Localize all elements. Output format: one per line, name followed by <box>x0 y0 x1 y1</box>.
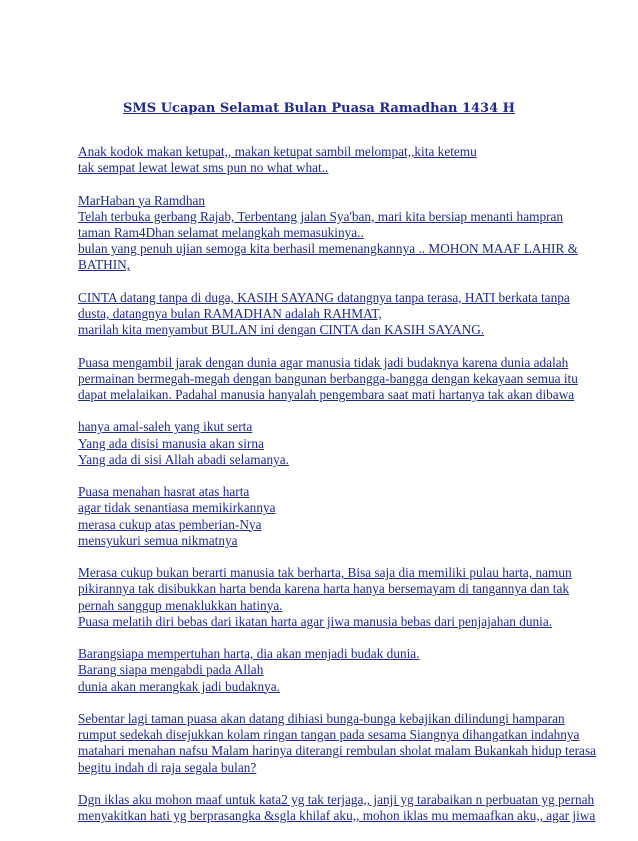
document-body <box>78 144 597 841</box>
text-line[interactable]: MarHaban ya Ramdhan <box>78 192 206 208</box>
text-line[interactable]: hanya amal-saleh yang ikut serta <box>78 419 253 435</box>
paragraph-8 <box>78 646 578 695</box>
text-line[interactable]: begitu indah di raja segala bulan? <box>78 759 257 775</box>
text-line[interactable]: Dgn iklas aku mohon maaf untuk kata2 yg tak terjaga,, janji yg tarabaikan n perbuatan yg pernah <box>78 791 595 807</box>
document-title[interactable]: SMS Ucapan Selamat Bulan Puasa Ramadhan 1434 H <box>123 101 515 116</box>
text-line[interactable]: Barang siapa mengabdi pada Allah <box>78 662 264 678</box>
paragraph-4 <box>78 355 578 404</box>
text-line[interactable]: Puasa melatih diri bebas dari ikatan harta agar jiwa manusia bebas dari penjajahan dunia. <box>78 613 553 629</box>
text-line[interactable]: tak sempat lewat lewat sms pun no what what.. <box>78 160 329 176</box>
text-line[interactable]: Puasa mengambil jarak dengan dunia agar manusia tidak jadi budaknya karena dunia adalah <box>78 354 569 370</box>
paragraph-1 <box>78 144 578 176</box>
paragraph-6 <box>78 484 578 549</box>
paragraph-3 <box>78 290 578 339</box>
text-line[interactable]: rumput sedekah disejukkan kolam ringan tangan pada sesama Siangnya dihangatkan indahnya <box>78 727 580 743</box>
paragraph-9 <box>78 710 597 776</box>
text-line[interactable]: mensyukuri semua nikmatnya <box>78 532 238 548</box>
text-line[interactable]: Telah terbuka gerbang Rajab, Terbentang jalan Sya'ban, mari kita bersiap menanti hampran <box>78 208 564 224</box>
paragraph-10 <box>78 791 596 824</box>
text-line[interactable]: dunia akan merangkak jadi budaknya. <box>78 678 280 694</box>
text-line[interactable]: bulan yang penuh ujian semoga kita berhasil memenangkannya .. MOHON MAAF LAHIR & <box>78 241 579 257</box>
paragraph-5 <box>78 419 578 468</box>
text-line[interactable]: CINTA datang tanpa di duga, KASIH SAYANG datangnya tanpa terasa, HATI berkata tanpa <box>78 289 570 305</box>
text-line[interactable]: dusta, datangnya bulan RAMADHAN adalah RAHMAT, <box>78 306 382 321</box>
text-line[interactable]: agar tidak senantiasa memikirkannya <box>78 500 276 516</box>
text-line[interactable]: marilah kita menyambut BULAN ini dengan CINTA dan KASIH SAYANG. <box>78 322 485 338</box>
text-line[interactable]: Anak kodok makan ketupat,, makan ketupat sambil melompat,,kita ketemu <box>78 144 477 159</box>
text-line[interactable]: Yang ada disisi manusia akan sirna <box>78 435 264 451</box>
text-line[interactable]: dapat melalaikan. Padahal manusia hanyalah pengembara saat mati hartanya tak akan dibawa <box>78 387 575 402</box>
text-line[interactable]: taman Ram4Dhan selamat melangkah memasukinya.. <box>78 225 364 240</box>
text-line[interactable]: BATHIN, <box>78 257 131 273</box>
text-line[interactable]: pernah sanggup menaklukkan hatinya. <box>78 597 283 613</box>
text-line[interactable]: menyakitkan hati yg berprasangka &sgla khilaf aku,, mohon iklas mu memaafkan aku,, agar jiwa <box>78 808 596 824</box>
text-line[interactable]: Barangsiapa mempertuhan harta, dia akan menjadi budak dunia. <box>78 646 420 662</box>
text-line[interactable]: Puasa menahan hasrat atas harta <box>78 484 250 500</box>
paragraph-2 <box>78 193 578 274</box>
text-line[interactable]: Merasa cukup bukan berarti manusia tak berharta, Bisa saja dia memiliki pulau harta, namun <box>78 565 572 581</box>
text-line[interactable]: matahari menahan nafsu Malam harinya diterangi rembulan sholat malam Bukankah hidup terasa <box>78 743 597 759</box>
text-line[interactable]: pikirannya tak disibukkan harta benda karena harta hanya bersemayam di tangannya dan tak <box>78 581 570 597</box>
text-line[interactable]: Yang ada di sisi Allah abadi selamanya. <box>78 451 289 467</box>
text-line[interactable]: merasa cukup atas pemberian-Nya <box>78 516 262 532</box>
paragraph-7 <box>78 565 578 630</box>
text-line[interactable]: Sebentar lagi taman puasa akan datang dihiasi bunga-bunga kebajikan dilindungi hamparan <box>78 710 565 726</box>
text-line[interactable]: permainan bermegah-megah dengan bangunan berbangga-bangga dengan kekayaan semua itu <box>78 370 578 386</box>
